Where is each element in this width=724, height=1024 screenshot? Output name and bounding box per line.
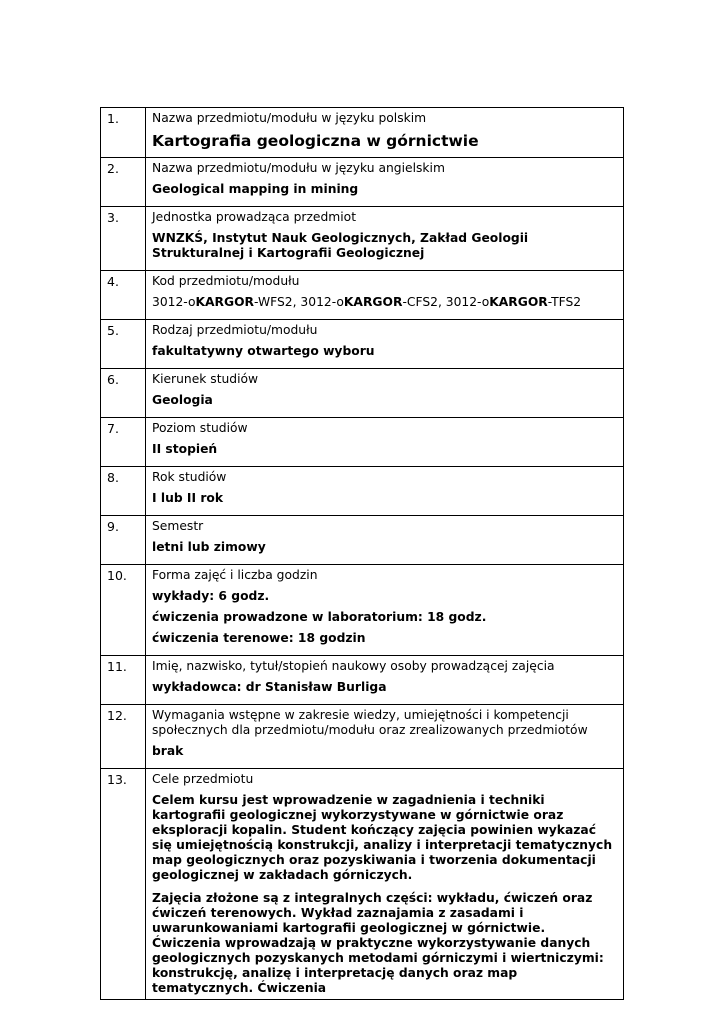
field-label: Kierunek studiów [152, 372, 259, 386]
code-bold-part: KARGOR [195, 295, 255, 309]
prerequisites: brak [152, 744, 184, 758]
row-number: 6. [101, 369, 146, 418]
row-number: 5. [101, 320, 146, 369]
field-label: Rodzaj przedmiotu/modułu [152, 323, 318, 337]
row-number: 13. [101, 769, 146, 1000]
row-content [146, 516, 624, 565]
goals-paragraph: Zajęcia złożone są z integralnych części: wykładu, ćwiczeń oraz ćwiczeń terenowych. Wykład zaznajamia z zasadami i uwarunkowaniami kartografii geologicznej w górnictwie. Ćwiczenia wprowadzają w praktyczne wykorzystywanie danych geologicznych pozyskanych metodami górniczymi i wiertniczymi: konstrukcję, analizę i interpretację danych oraz map tematycznych. Ćwiczenia [152, 891, 604, 995]
course-type: fakultatywny otwartego wyboru [152, 344, 375, 358]
code-part: -TFS2 [547, 295, 582, 309]
hours-lab: ćwiczenia prowadzone w laboratorium: 18 godz. [152, 610, 487, 624]
code-part: 3012-o [152, 295, 196, 309]
table-row [101, 467, 624, 516]
field-label: Cele przedmiotu [152, 772, 254, 786]
row-number: 9. [101, 516, 146, 565]
row-content [146, 158, 624, 207]
row-content [146, 565, 624, 656]
row-number: 8. [101, 467, 146, 516]
course-code [152, 295, 617, 310]
hours-field: ćwiczenia terenowe: 18 godzin [152, 631, 366, 645]
table-row [101, 769, 624, 1000]
table-row [101, 207, 624, 271]
field-of-study: Geologia [152, 393, 213, 407]
table-row [101, 108, 624, 158]
row-content [146, 108, 624, 158]
field-label: Wymagania wstępne w zakresie wiedzy, umiejętności i kompetencji społecznych dla przedmiotu/modułu oraz zrealizowanych przedmiotów [152, 708, 588, 737]
table-row [101, 516, 624, 565]
code-bold-part: KARGOR [489, 295, 548, 309]
code-part: -WFS2, 3012-o [254, 295, 344, 309]
row-content [146, 769, 624, 1000]
field-label: Nazwa przedmiotu/modułu w języku angielskim [152, 161, 445, 175]
row-content [146, 467, 624, 516]
field-label: Nazwa przedmiotu/modułu w języku polskim [152, 111, 427, 125]
table-row [101, 271, 624, 320]
field-label: Kod przedmiotu/modułu [152, 274, 300, 288]
course-title-en: Geological mapping in mining [152, 182, 359, 196]
field-label: Poziom studiów [152, 421, 248, 435]
course-info-table [100, 107, 624, 1000]
table-row [101, 369, 624, 418]
field-label: Imię, nazwisko, tytuł/stopień naukowy osoby prowadzącej zajęcia [152, 659, 555, 673]
table-row [101, 705, 624, 769]
field-label: Rok studiów [152, 470, 227, 484]
row-number: 3. [101, 207, 146, 271]
field-label: Semestr [152, 519, 204, 533]
table-row [101, 158, 624, 207]
table-row [101, 320, 624, 369]
field-label: Jednostka prowadząca przedmiot [152, 210, 357, 224]
row-content [146, 705, 624, 769]
row-number: 12. [101, 705, 146, 769]
row-content [146, 369, 624, 418]
table-row [101, 565, 624, 656]
course-title-pl: Kartografia geologiczna w górnictwie [152, 132, 479, 150]
row-content [146, 271, 624, 320]
row-number: 1. [101, 108, 146, 158]
hours-lectures: wykłady: 6 godz. [152, 589, 270, 603]
goals-paragraph: Celem kursu jest wprowadzenie w zagadnienia i techniki kartografii geologicznej wykorzystywane w górnictwie oraz eksploracji kopalin. Student kończący zajęcia powinien wykazać się umiejętnością konstrukcji, analizy i interpretacji tematycznych map geologicznych oraz pozyskiwania i tworzenia dokumentacji geologicznej w zakładach górniczych. [152, 793, 613, 882]
table-row [101, 656, 624, 705]
row-content [146, 656, 624, 705]
unit-value: WNZKŚ, Instytut Nauk Geologicznych, Zakład Geologii Strukturalnej i Kartografii Geologicznej [152, 231, 529, 260]
study-year: I lub II rok [152, 491, 224, 505]
semester: letni lub zimowy [152, 540, 266, 554]
table-row [101, 418, 624, 467]
row-number: 11. [101, 656, 146, 705]
row-number: 2. [101, 158, 146, 207]
lecturer: wykładowca: dr Stanisław Burliga [152, 680, 387, 694]
code-part: -CFS2, 3012-o [402, 295, 490, 309]
study-level: II stopień [152, 442, 218, 456]
row-content [146, 418, 624, 467]
row-content [146, 207, 624, 271]
code-bold-part: KARGOR [343, 295, 403, 309]
field-label: Forma zajęć i liczba godzin [152, 568, 318, 582]
row-content [146, 320, 624, 369]
row-number: 10. [101, 565, 146, 656]
row-number: 4. [101, 271, 146, 320]
row-number: 7. [101, 418, 146, 467]
